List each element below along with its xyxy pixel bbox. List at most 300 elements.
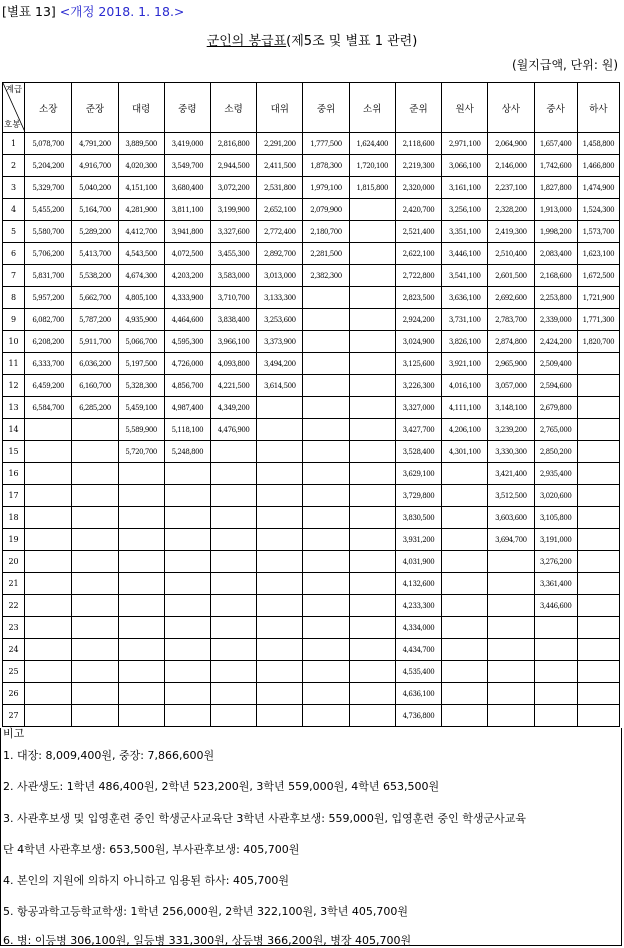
note-line: 2. 사관생도: 1학년 486,400원, 2학년 523,200원, 3학년 559,000원, 4학년 653,500원: [3, 780, 440, 793]
pay-cell: [442, 573, 488, 595]
note-line: 3. 사관후보생 및 입영훈련 중인 학생군사교육단 3학년 사관후보생: 559,000원, 입영훈련 중인 학생군사교육: [3, 812, 527, 825]
pay-cell: 2,772,400: [257, 221, 303, 243]
pay-cell: 5,040,200: [72, 177, 118, 199]
table-row: [3, 375, 620, 397]
pay-cell: 2,935,400: [534, 463, 577, 485]
pay-cell: [577, 661, 619, 683]
pay-cell: 1,624,400: [349, 133, 395, 155]
pay-cell: 5,078,700: [25, 133, 72, 155]
pay-cell: 3,133,300: [257, 287, 303, 309]
pay-cell: [257, 551, 303, 573]
pay-cell: [442, 529, 488, 551]
pay-cell: 4,031,900: [395, 551, 441, 573]
pay-cell: 4,111,100: [442, 397, 488, 419]
column-header: 대위: [257, 83, 303, 133]
pay-cell: 2,509,400: [534, 353, 577, 375]
step-cell: 16: [3, 463, 25, 485]
pay-cell: 3,889,500: [118, 133, 164, 155]
pay-cell: [349, 309, 395, 331]
pay-cell: 4,020,300: [118, 155, 164, 177]
pay-cell: [577, 419, 619, 441]
pay-cell: 4,093,800: [210, 353, 256, 375]
pay-cell: 3,013,000: [257, 265, 303, 287]
pay-cell: [442, 463, 488, 485]
pay-cell: 4,349,200: [210, 397, 256, 419]
pay-cell: 2,168,600: [534, 265, 577, 287]
pay-cell: 4,333,900: [164, 287, 210, 309]
pay-cell: 3,931,200: [395, 529, 441, 551]
pay-cell: [25, 573, 72, 595]
table-row: [3, 485, 620, 507]
pay-cell: 3,057,000: [488, 375, 534, 397]
title-main: 군인의 봉급표: [206, 34, 287, 49]
table-row: [3, 265, 620, 287]
pay-cell: [577, 353, 619, 375]
pay-cell: [303, 485, 349, 507]
pay-cell: [488, 617, 534, 639]
pay-cell: [349, 419, 395, 441]
table-row: [3, 397, 620, 419]
corner-cell: [3, 83, 25, 133]
pay-cell: [72, 529, 118, 551]
pay-cell: [577, 463, 619, 485]
pay-cell: 4,233,300: [395, 595, 441, 617]
pay-cell: 3,427,700: [395, 419, 441, 441]
pay-cell: [442, 485, 488, 507]
pay-cell: 5,831,700: [25, 265, 72, 287]
pay-cell: 5,455,200: [25, 199, 72, 221]
pay-cell: 2,079,900: [303, 199, 349, 221]
pay-cell: 1,820,700: [577, 331, 619, 353]
pay-cell: 2,118,600: [395, 133, 441, 155]
pay-cell: [164, 485, 210, 507]
table-row: [3, 683, 620, 705]
pay-cell: [210, 595, 256, 617]
pay-cell: [349, 199, 395, 221]
pay-cell: 2,783,700: [488, 309, 534, 331]
pay-cell: 4,434,700: [395, 639, 441, 661]
pay-cell: 1,998,200: [534, 221, 577, 243]
pay-cell: 2,924,200: [395, 309, 441, 331]
step-cell: 19: [3, 529, 25, 551]
pay-cell: 4,595,300: [164, 331, 210, 353]
pay-cell: [488, 683, 534, 705]
pay-cell: [210, 661, 256, 683]
pay-cell: 3,603,600: [488, 507, 534, 529]
pay-cell: 4,132,600: [395, 573, 441, 595]
table-row: [3, 353, 620, 375]
pay-cell: 4,412,700: [118, 221, 164, 243]
table-row: [3, 463, 620, 485]
pay-cell: [349, 221, 395, 243]
column-header: 상사: [488, 83, 534, 133]
pay-cell: [210, 639, 256, 661]
pay-cell: [210, 683, 256, 705]
pay-cell: 5,204,200: [25, 155, 72, 177]
pay-cell: [534, 683, 577, 705]
pay-cell: 2,382,300: [303, 265, 349, 287]
pay-cell: [164, 595, 210, 617]
pay-cell: [257, 595, 303, 617]
pay-cell: [442, 507, 488, 529]
pay-cell: [488, 573, 534, 595]
pay-cell: [25, 705, 72, 727]
pay-cell: [118, 639, 164, 661]
pay-cell: 2,850,200: [534, 441, 577, 463]
pay-cell: [349, 265, 395, 287]
pay-cell: 3,512,500: [488, 485, 534, 507]
pay-cell: [349, 529, 395, 551]
pay-cell: [210, 705, 256, 727]
pay-cell: 3,327,600: [210, 221, 256, 243]
pay-cell: 3,327,000: [395, 397, 441, 419]
corner-step-label: 호봉: [4, 120, 21, 130]
pay-cell: [118, 661, 164, 683]
pay-cell: 1,979,100: [303, 177, 349, 199]
pay-cell: 1,573,700: [577, 221, 619, 243]
pay-cell: 4,334,000: [395, 617, 441, 639]
column-header: 소위: [349, 83, 395, 133]
pay-cell: [72, 705, 118, 727]
pay-cell: [577, 617, 619, 639]
page-title: [0, 30, 624, 49]
pay-cell: [349, 617, 395, 639]
pay-cell: [534, 617, 577, 639]
pay-cell: [210, 463, 256, 485]
notes-section: [0, 728, 622, 946]
pay-cell: [257, 419, 303, 441]
pay-cell: 1,466,800: [577, 155, 619, 177]
pay-cell: [210, 573, 256, 595]
pay-cell: 4,543,500: [118, 243, 164, 265]
pay-cell: [577, 551, 619, 573]
pay-cell: 3,494,200: [257, 353, 303, 375]
pay-cell: [577, 375, 619, 397]
pay-cell: 2,328,200: [488, 199, 534, 221]
table-body: [3, 133, 620, 727]
pay-cell: 2,531,800: [257, 177, 303, 199]
pay-cell: [303, 507, 349, 529]
pay-cell: [25, 507, 72, 529]
step-cell: 21: [3, 573, 25, 595]
pay-cell: [303, 705, 349, 727]
pay-cell: 4,674,300: [118, 265, 164, 287]
table-row: [3, 573, 620, 595]
pay-cell: [577, 507, 619, 529]
pay-cell: [349, 375, 395, 397]
pay-cell: 2,281,500: [303, 243, 349, 265]
pay-cell: 6,584,700: [25, 397, 72, 419]
pay-cell: [210, 441, 256, 463]
step-cell: 25: [3, 661, 25, 683]
pay-cell: [577, 595, 619, 617]
pay-cell: [303, 419, 349, 441]
pay-cell: 6,036,200: [72, 353, 118, 375]
pay-cell: [164, 639, 210, 661]
pay-cell: 3,421,400: [488, 463, 534, 485]
pay-cell: 3,455,300: [210, 243, 256, 265]
pay-cell: 3,239,200: [488, 419, 534, 441]
pay-cell: 3,811,100: [164, 199, 210, 221]
pay-cell: [72, 551, 118, 573]
pay-cell: [303, 441, 349, 463]
table-row: [3, 177, 620, 199]
pay-cell: 3,419,000: [164, 133, 210, 155]
pay-cell: 2,722,800: [395, 265, 441, 287]
step-cell: 22: [3, 595, 25, 617]
step-cell: 23: [3, 617, 25, 639]
pay-cell: [303, 309, 349, 331]
table-row: [3, 243, 620, 265]
pay-cell: 3,583,000: [210, 265, 256, 287]
note-line: 단 4학년 사관후보생: 653,500원, 부사관후보생: 405,700원: [3, 843, 300, 856]
pay-cell: 5,197,500: [118, 353, 164, 375]
pay-cell: 2,320,000: [395, 177, 441, 199]
pay-cell: 3,921,100: [442, 353, 488, 375]
pay-cell: 1,878,300: [303, 155, 349, 177]
pay-cell: 6,160,700: [72, 375, 118, 397]
pay-cell: 5,118,100: [164, 419, 210, 441]
pay-cell: [303, 353, 349, 375]
pay-cell: 5,164,700: [72, 199, 118, 221]
pay-cell: 5,706,200: [25, 243, 72, 265]
pay-cell: [349, 331, 395, 353]
column-header: 소장: [25, 83, 72, 133]
pay-cell: 3,629,100: [395, 463, 441, 485]
pay-cell: [210, 551, 256, 573]
step-cell: 15: [3, 441, 25, 463]
pay-cell: 5,328,300: [118, 375, 164, 397]
pay-cell: 5,589,900: [118, 419, 164, 441]
pay-cell: [118, 617, 164, 639]
pay-cell: [442, 639, 488, 661]
table-row: [3, 639, 620, 661]
pay-cell: [164, 529, 210, 551]
pay-cell: [257, 573, 303, 595]
pay-cell: [349, 243, 395, 265]
pay-cell: [164, 683, 210, 705]
pay-cell: 3,966,100: [210, 331, 256, 353]
pay-cell: 4,935,900: [118, 309, 164, 331]
pay-cell: 3,446,100: [442, 243, 488, 265]
pay-cell: [72, 661, 118, 683]
pay-cell: 5,580,700: [25, 221, 72, 243]
pay-cell: [257, 463, 303, 485]
column-header: 하사: [577, 83, 619, 133]
pay-cell: [577, 639, 619, 661]
pay-cell: [577, 683, 619, 705]
table-row: [3, 199, 620, 221]
appendix-label: [별표 13]: [2, 4, 56, 19]
pay-cell: [349, 639, 395, 661]
pay-cell: 3,941,800: [164, 221, 210, 243]
pay-cell: [442, 551, 488, 573]
pay-cell: 1,720,100: [349, 155, 395, 177]
pay-cell: [164, 507, 210, 529]
pay-cell: [25, 463, 72, 485]
pay-cell: [164, 573, 210, 595]
note-line: 5. 항공과학고등학교학생: 1학년 256,000원, 2학년 322,100원, 3학년 405,700원: [3, 905, 409, 918]
step-cell: 8: [3, 287, 25, 309]
pay-cell: [118, 573, 164, 595]
pay-cell: 5,459,100: [118, 397, 164, 419]
pay-cell: [164, 617, 210, 639]
table-row: [3, 133, 620, 155]
pay-cell: 1,524,300: [577, 199, 619, 221]
pay-cell: 4,736,800: [395, 705, 441, 727]
pay-cell: [442, 617, 488, 639]
pay-cell: [118, 705, 164, 727]
table-row: [3, 309, 620, 331]
step-cell: 7: [3, 265, 25, 287]
column-header: 중사: [534, 83, 577, 133]
pay-cell: 4,856,700: [164, 375, 210, 397]
pay-cell: [349, 661, 395, 683]
pay-cell: [25, 683, 72, 705]
pay-cell: [349, 573, 395, 595]
pay-cell: 1,672,500: [577, 265, 619, 287]
pay-cell: 2,420,700: [395, 199, 441, 221]
pay-cell: 2,944,500: [210, 155, 256, 177]
pay-cell: 3,066,100: [442, 155, 488, 177]
pay-cell: 4,301,100: [442, 441, 488, 463]
step-cell: 5: [3, 221, 25, 243]
pay-cell: [72, 441, 118, 463]
column-header: 중령: [164, 83, 210, 133]
pay-cell: [257, 661, 303, 683]
pay-cell: 3,838,400: [210, 309, 256, 331]
pay-cell: 4,203,200: [164, 265, 210, 287]
pay-cell: 4,221,500: [210, 375, 256, 397]
column-header: 준위: [395, 83, 441, 133]
pay-cell: [442, 705, 488, 727]
table-row: [3, 419, 620, 441]
table-row: [3, 595, 620, 617]
pay-cell: [349, 683, 395, 705]
table-row: [3, 661, 620, 683]
pay-cell: [210, 529, 256, 551]
pay-cell: [257, 705, 303, 727]
pay-cell: 2,424,200: [534, 331, 577, 353]
pay-cell: [210, 485, 256, 507]
pay-cell: [303, 595, 349, 617]
corner-rank-label: 계급: [5, 85, 23, 95]
pay-cell: [303, 331, 349, 353]
pay-cell: [349, 551, 395, 573]
pay-cell: 6,208,200: [25, 331, 72, 353]
step-cell: 20: [3, 551, 25, 573]
unit-note: (월지급액, 단위: 원): [512, 58, 618, 72]
pay-cell: [303, 375, 349, 397]
pay-cell: 2,083,400: [534, 243, 577, 265]
pay-cell: 1,777,500: [303, 133, 349, 155]
pay-cell: [303, 683, 349, 705]
pay-cell: [488, 661, 534, 683]
pay-cell: [118, 463, 164, 485]
pay-cell: [118, 485, 164, 507]
pay-cell: [534, 639, 577, 661]
pay-cell: 4,636,100: [395, 683, 441, 705]
pay-cell: [303, 639, 349, 661]
pay-cell: 5,957,200: [25, 287, 72, 309]
pay-cell: 3,549,700: [164, 155, 210, 177]
pay-cell: [349, 287, 395, 309]
pay-cell: [349, 507, 395, 529]
pay-cell: [257, 397, 303, 419]
pay-cell: [442, 595, 488, 617]
step-cell: 10: [3, 331, 25, 353]
table-row: [3, 441, 620, 463]
pay-cell: 2,411,500: [257, 155, 303, 177]
pay-cell: 2,146,000: [488, 155, 534, 177]
pay-cell: 3,125,600: [395, 353, 441, 375]
pay-cell: 2,679,800: [534, 397, 577, 419]
pay-cell: 2,622,100: [395, 243, 441, 265]
pay-cell: 2,816,800: [210, 133, 256, 155]
pay-cell: [257, 529, 303, 551]
pay-cell: 2,237,100: [488, 177, 534, 199]
pay-cell: [349, 595, 395, 617]
pay-cell: 5,248,800: [164, 441, 210, 463]
pay-cell: [257, 485, 303, 507]
pay-cell: 3,276,200: [534, 551, 577, 573]
pay-cell: 1,657,400: [534, 133, 577, 155]
pay-cell: 3,826,100: [442, 331, 488, 353]
pay-cell: [577, 397, 619, 419]
pay-cell: [303, 617, 349, 639]
pay-cell: 4,791,200: [72, 133, 118, 155]
pay-cell: 3,361,400: [534, 573, 577, 595]
pay-cell: [25, 661, 72, 683]
note-line: 6. 병: 이등병 306,100원, 일등병 331,300원, 상등병 366,200원, 병장 405,700원: [3, 934, 412, 947]
pay-cell: [72, 573, 118, 595]
pay-cell: 2,971,100: [442, 133, 488, 155]
notes-heading: 비고: [3, 727, 25, 740]
pay-cell: 4,464,600: [164, 309, 210, 331]
pay-cell: 3,614,500: [257, 375, 303, 397]
table-row: [3, 507, 620, 529]
pay-cell: [257, 507, 303, 529]
pay-cell: 2,510,400: [488, 243, 534, 265]
pay-cell: 3,256,100: [442, 199, 488, 221]
pay-cell: 2,419,300: [488, 221, 534, 243]
pay-cell: [488, 595, 534, 617]
pay-cell: [349, 397, 395, 419]
pay-cell: 3,191,000: [534, 529, 577, 551]
pay-cell: 4,016,100: [442, 375, 488, 397]
pay-cell: [303, 661, 349, 683]
pay-cell: [72, 419, 118, 441]
pay-cell: [25, 485, 72, 507]
pay-cell: 4,916,700: [72, 155, 118, 177]
pay-cell: 5,662,700: [72, 287, 118, 309]
pay-cell: [118, 595, 164, 617]
pay-cell: [118, 529, 164, 551]
pay-cell: [257, 683, 303, 705]
pay-cell: 5,289,200: [72, 221, 118, 243]
pay-cell: [349, 353, 395, 375]
pay-cell: [303, 287, 349, 309]
step-cell: 6: [3, 243, 25, 265]
pay-cell: 4,151,100: [118, 177, 164, 199]
pay-cell: 2,765,000: [534, 419, 577, 441]
pay-cell: 1,815,800: [349, 177, 395, 199]
pay-cell: 3,710,700: [210, 287, 256, 309]
pay-cell: [303, 529, 349, 551]
pay-cell: [303, 397, 349, 419]
revision-link[interactable]: <개정 2018. 1. 18.>: [59, 4, 185, 19]
pay-cell: 2,594,600: [534, 375, 577, 397]
